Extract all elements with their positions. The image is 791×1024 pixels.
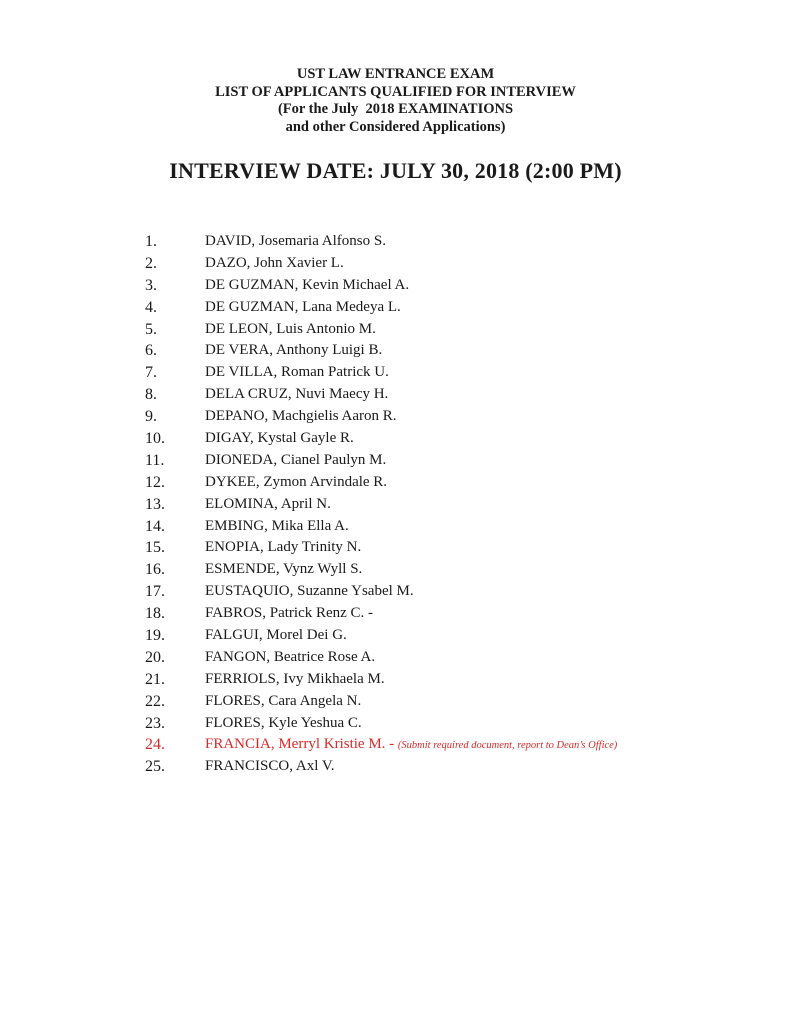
applicant-number: 19. bbox=[145, 627, 165, 645]
applicant-name bbox=[205, 669, 385, 691]
list-item bbox=[0, 603, 791, 625]
list-item bbox=[0, 669, 791, 691]
applicant-name-text: DE VERA, Anthony Luigi B. bbox=[205, 342, 383, 359]
applicant-number: 14. bbox=[145, 517, 165, 535]
applicant-name bbox=[205, 516, 349, 538]
applicant-name bbox=[205, 406, 397, 428]
list-item bbox=[0, 647, 791, 669]
applicant-name bbox=[205, 275, 409, 297]
applicant-name bbox=[205, 734, 617, 757]
applicant-name-text: DE GUZMAN, Kevin Michael A. bbox=[205, 276, 410, 293]
applicant-name-text: DE LEON, Luis Antonio M. bbox=[205, 320, 376, 337]
applicant-name-text: FALGUI, Morel Dei G. bbox=[205, 627, 347, 644]
applicant-name bbox=[205, 494, 331, 516]
applicant-name bbox=[205, 362, 389, 384]
applicant-name bbox=[205, 450, 386, 472]
applicant-name-text: DELA CRUZ, Nuvi Maecy H. bbox=[205, 386, 389, 403]
applicant-name-text: FRANCISCO, Axl V. bbox=[205, 758, 335, 775]
applicant-number: 15. bbox=[145, 539, 165, 557]
exam-period: (For the July 2018 EXAMINATIONS bbox=[277, 101, 514, 117]
list-item bbox=[0, 581, 791, 603]
applicant-name bbox=[205, 756, 335, 778]
applicant-name-text: DIONEDA, Cianel Paulyn M. bbox=[205, 451, 387, 468]
list-item bbox=[0, 559, 791, 581]
list-item bbox=[0, 713, 791, 735]
applicant-number: 4. bbox=[145, 298, 157, 316]
list-item bbox=[0, 231, 791, 253]
applicant-name bbox=[205, 647, 375, 669]
applicant-name bbox=[205, 319, 376, 341]
applicant-name-text: FANGON, Beatrice Rose A. bbox=[205, 648, 376, 665]
applicant-name bbox=[205, 472, 387, 494]
list-item bbox=[0, 319, 791, 341]
list-item bbox=[0, 691, 791, 713]
list-item bbox=[0, 472, 791, 494]
applicant-name bbox=[205, 231, 386, 253]
exam-scope: and other Considered Applications) bbox=[285, 118, 506, 135]
list-item bbox=[0, 297, 791, 319]
interview-date: INTERVIEW DATE: JULY 30, 2018 (2:00 PM) bbox=[169, 158, 622, 183]
applicant-name-text: DYKEE, Zymon Arvindale R. bbox=[205, 473, 388, 490]
applicant-number: 11. bbox=[145, 451, 165, 469]
applicant-number: 24. bbox=[145, 736, 165, 754]
applicant-number: 7. bbox=[145, 364, 157, 382]
applicant-name bbox=[205, 625, 347, 647]
list-item bbox=[0, 450, 791, 472]
exam-title: UST LAW ENTRANCE EXAM bbox=[296, 66, 495, 82]
list-item bbox=[0, 537, 791, 559]
applicant-name-text: DE VILLA, Roman Patrick U. bbox=[205, 364, 389, 381]
applicant-name-text: DAZO, John Xavier L. bbox=[205, 254, 344, 271]
applicant-name bbox=[205, 297, 401, 319]
applicant-number: 1. bbox=[145, 233, 157, 250]
applicant-name-text: ELOMINA, April N. bbox=[205, 495, 331, 512]
list-item bbox=[0, 384, 791, 406]
applicant-name-text: EUSTAQUIO, Suzanne Ysabel M. bbox=[205, 583, 414, 600]
applicant-name-text: DE GUZMAN, Lana Medeya L. bbox=[205, 298, 401, 315]
list-item bbox=[0, 428, 791, 450]
applicant-name-text: DEPANO, Machgielis Aaron R. bbox=[205, 408, 397, 425]
applicant-number: 25. bbox=[145, 758, 165, 776]
applicant-name bbox=[205, 603, 373, 625]
list-item bbox=[0, 340, 791, 362]
applicant-number: 22. bbox=[145, 692, 165, 710]
applicant-number: 20. bbox=[145, 648, 165, 666]
applicant-name-text: FABROS, Patrick Renz C. - bbox=[205, 605, 374, 622]
applicant-number: 10. bbox=[145, 430, 165, 448]
list-title: LIST OF APPLICANTS QUALIFIED FOR INTERVIEW bbox=[215, 83, 576, 100]
applicant-number: 5. bbox=[145, 320, 157, 338]
applicant-number: 23. bbox=[145, 714, 165, 732]
applicant-list bbox=[0, 231, 791, 778]
applicant-number: 9. bbox=[145, 408, 157, 426]
applicant-name-text: DIGAY, Kystal Gayle R. bbox=[205, 430, 354, 447]
list-item bbox=[0, 406, 791, 428]
applicant-number: 8. bbox=[145, 386, 157, 404]
list-item bbox=[0, 756, 791, 778]
applicant-name bbox=[205, 253, 344, 275]
applicant-number: 6. bbox=[145, 342, 157, 360]
list-item bbox=[0, 362, 791, 384]
list-item bbox=[0, 625, 791, 647]
applicant-name-text: ESMENDE, Vynz Wyll S. bbox=[205, 561, 363, 578]
applicant-name-text: DAVID, Josemaria Alfonso S. bbox=[205, 233, 386, 249]
applicant-name-text: FERRIOLS, Ivy Mikhaela M. bbox=[205, 670, 385, 687]
applicant-name-text: ENOPIA, Lady Trinity N. bbox=[205, 539, 362, 556]
applicant-name bbox=[205, 340, 382, 362]
applicant-note: (Submit required document, report to Dean’s Office) bbox=[397, 740, 618, 752]
list-item bbox=[0, 494, 791, 516]
list-item bbox=[0, 516, 791, 538]
applicant-name bbox=[205, 559, 362, 581]
document-header bbox=[0, 66, 791, 136]
applicant-name bbox=[205, 428, 354, 450]
applicant-number: 16. bbox=[145, 561, 165, 579]
applicant-number: 18. bbox=[145, 605, 165, 623]
applicant-name bbox=[205, 691, 361, 713]
list-item bbox=[0, 253, 791, 275]
applicant-name-text: FLORES, Kyle Yeshua C. bbox=[205, 714, 362, 731]
applicant-number: 2. bbox=[145, 254, 157, 272]
applicant-name bbox=[205, 581, 414, 603]
list-item bbox=[0, 734, 791, 756]
list-item bbox=[0, 275, 791, 297]
applicant-number: 3. bbox=[145, 276, 157, 294]
applicant-name-text: FLORES, Cara Angela N. bbox=[205, 692, 362, 709]
applicant-name bbox=[205, 384, 388, 406]
applicant-name bbox=[205, 537, 361, 559]
applicant-name bbox=[205, 713, 362, 735]
applicant-number: 12. bbox=[145, 473, 165, 491]
applicant-name-text: FRANCIA, Merryl Kristie M. - bbox=[205, 736, 395, 753]
applicant-number: 21. bbox=[145, 670, 165, 688]
applicant-name-text: EMBING, Mika Ella A. bbox=[205, 517, 349, 534]
applicant-number: 17. bbox=[145, 583, 165, 601]
applicant-number: 13. bbox=[145, 495, 165, 513]
